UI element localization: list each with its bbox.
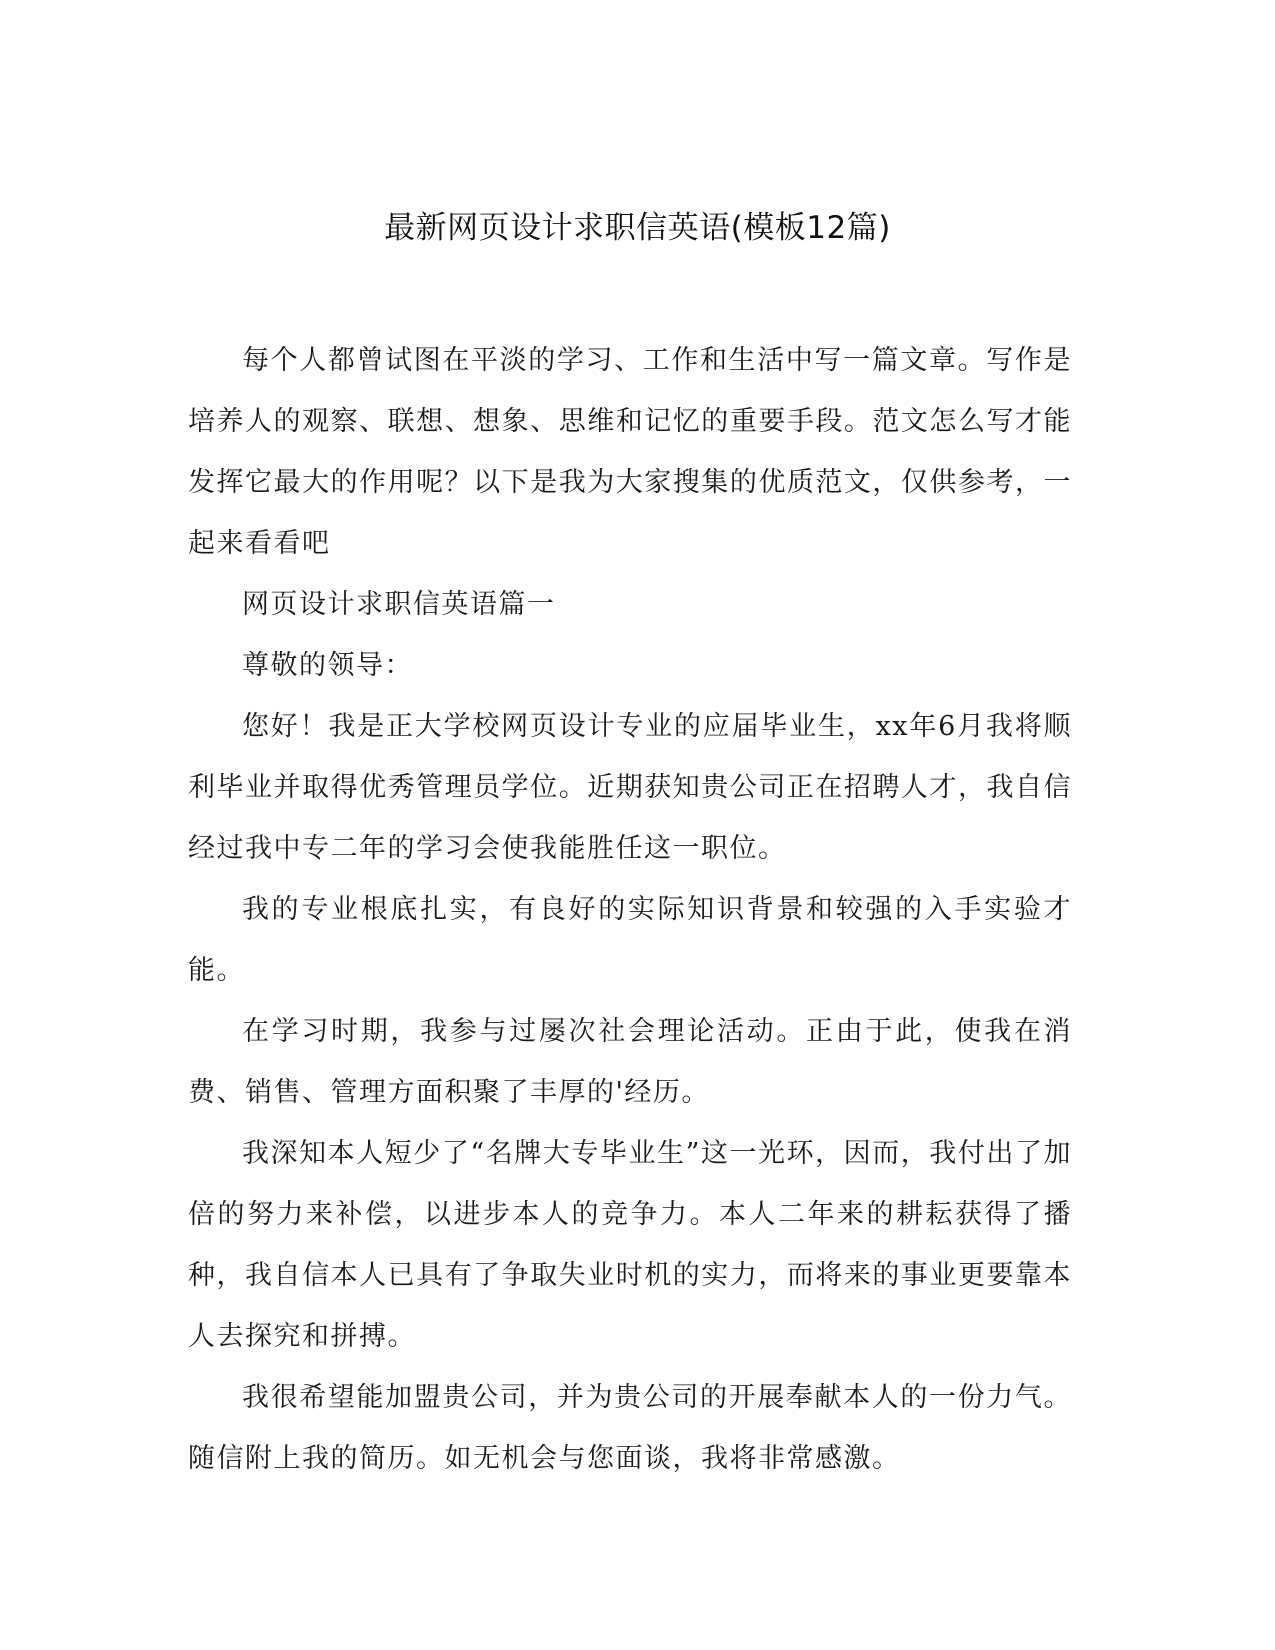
section-heading: 网页设计求职信英语篇一 — [242, 589, 556, 620]
salutation: 尊敬的领导： — [242, 650, 413, 681]
document-title: 最新网页设计求职信英语(模板12篇) — [384, 210, 891, 246]
body-paragraph: 在学习时期，我参与过屡次社会理论活动。正由于此，使我在消费、销售、管理方面积聚了丰厚的'经历。 — [188, 1016, 1072, 1108]
body-paragraph: 我深知本人短少了“名牌大专毕业生”这一光环，因而，我付出了加倍的努力来补偿，以进步本人的竞争力。本人二年来的耕耘获得了播种，我自信本人已具有了争取失业时机的实力，而将来的事业更要靠本人去探究和拼搏。 — [188, 1138, 1072, 1352]
body-paragraph: 您好！我是正大学校网页设计专业的应届毕业生，xx年6月我将顺利毕业并取得优秀管理员学位。近期获知贵公司正在招聘人才，我自信经过我中专二年的学习会使我能胜任这一职位。 — [188, 711, 1072, 864]
document-body — [188, 330, 1072, 1489]
intro-paragraph: 每个人都曾试图在平淡的学习、工作和生活中写一篇文章。写作是培养人的观察、联想、想象、思维和记忆的重要手段。范文怎么写才能发挥它最大的作用呢？以下是我为大家搜集的优质范文，仅供参考，一起来看看吧 — [188, 345, 1072, 559]
body-paragraph: 我很希望能加盟贵公司，并为贵公司的开展奉献本人的一份力气。随信附上我的简历。如无机会与您面谈，我将非常感激。 — [188, 1382, 1072, 1474]
body-paragraph: 我的专业根底扎实，有良好的实际知识背景和较强的入手实验才能。 — [188, 894, 1072, 986]
